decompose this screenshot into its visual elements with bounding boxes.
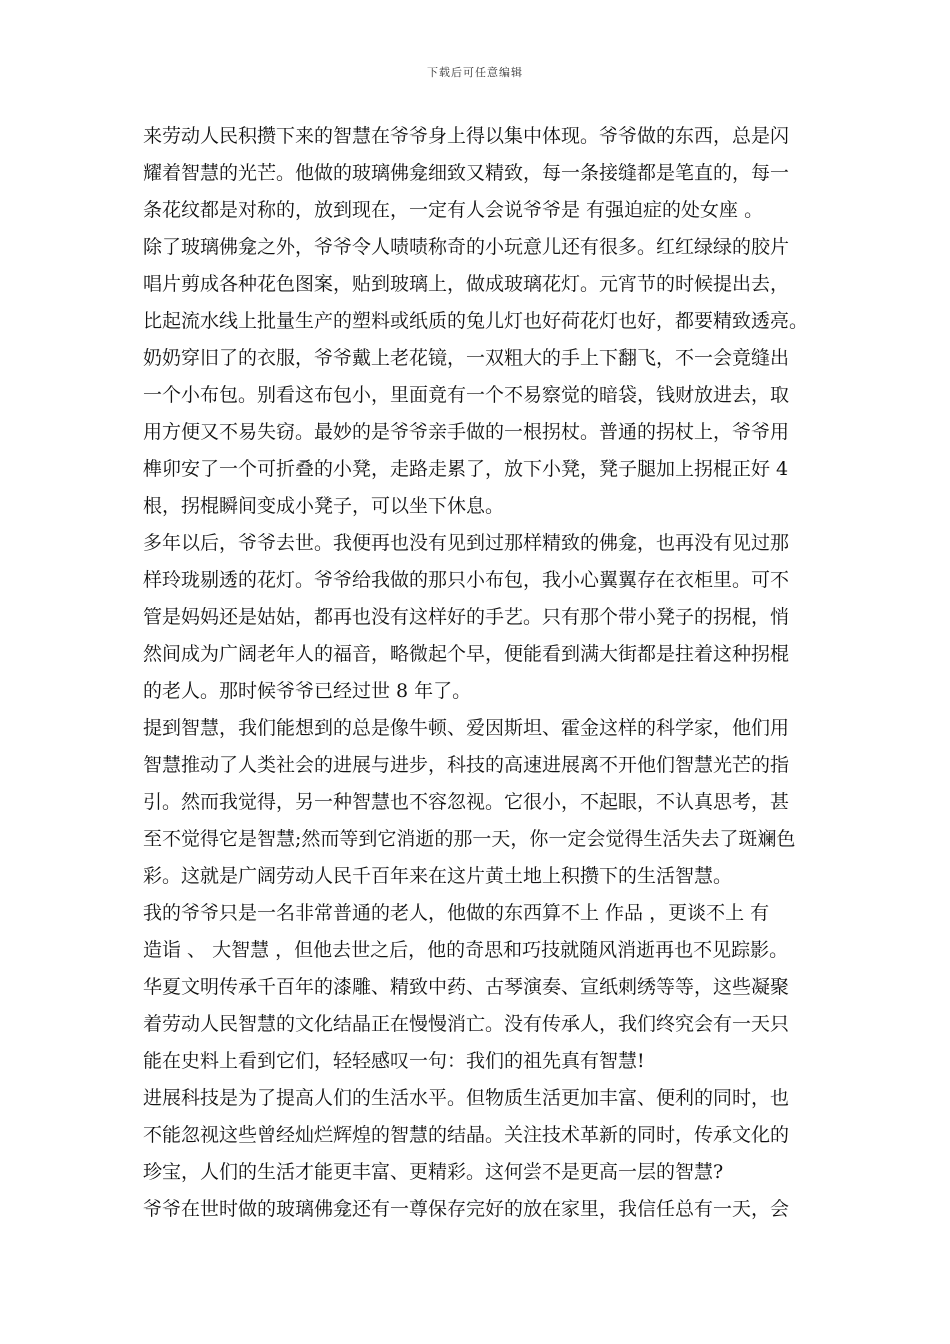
text-line: 唱片剪成各种花色图案，贴到玻璃上，做成玻璃花灯。元宵节的时候提出去， xyxy=(143,273,790,295)
text-line: 比起流水线上批量生产的塑料或纸质的兔儿灯也好荷花灯也好，都要精致透亮。 xyxy=(143,310,809,332)
text-line: 华夏文明传承千百年的漆雕、精致中药、古琴演奏、宣纸刺绣等等，这些凝聚 xyxy=(143,976,790,998)
paragraph xyxy=(143,1191,819,1228)
text-line: 爷爷在世时做的玻璃佛龛还有一尊保存完好的放在家里，我信任总有一天，会 xyxy=(143,1198,790,1220)
text-line: 能在史料上看到它们，轻轻感叹一句：我们的祖先真有智慧! xyxy=(143,1050,645,1072)
paragraph xyxy=(143,710,819,895)
text-line: 造诣 、 大智慧 ，但他去世之后，他的奇思和巧技就随风消逝再也不见踪影。 xyxy=(143,939,789,961)
text-line: 珍宝，人们的生活才能更丰富、更精彩。这何尝不是更高一层的智慧? xyxy=(143,1161,724,1183)
document-body xyxy=(143,118,819,1228)
paragraph xyxy=(143,229,819,525)
text-line: 耀着智慧的光芒。他做的玻璃佛龛细致又精致，每一条接缝都是笔直的，每一 xyxy=(143,162,790,184)
text-line: 进展科技是为了提高人们的生活水平。但物质生活更加丰富、便利的同时，也 xyxy=(143,1087,790,1109)
paragraph xyxy=(143,525,819,710)
paragraph xyxy=(143,1080,819,1191)
text-line: 智慧推动了人类社会的进展与进步，科技的高速进展离不开他们智慧光芒的指 xyxy=(143,754,790,776)
page-header: 下载后可任意编辑 xyxy=(427,66,523,79)
text-line: 奶奶穿旧了的衣服，爷爷戴上老花镜，一双粗大的手上下翻飞，不一会竟缝出 xyxy=(143,347,790,369)
text-line: 榫卯安了一个可折叠的小凳，走路走累了，放下小凳，凳子腿加上拐棍正好 4 xyxy=(143,458,789,480)
text-line: 至不觉得它是智慧;然而等到它消逝的那一天，你一定会觉得生活失去了斑斓色 xyxy=(143,828,796,850)
text-line: 来劳动人民积攒下来的智慧在爷爷身上得以集中体现。爷爷做的东西，总是闪 xyxy=(143,125,790,147)
text-line: 着劳动人民智慧的文化结晶正在慢慢消亡。没有传承人，我们终究会有一天只 xyxy=(143,1013,790,1035)
text-line: 根，拐棍瞬间变成小凳子，可以坐下休息。 xyxy=(143,495,505,517)
paragraph xyxy=(143,118,819,229)
paragraph xyxy=(143,895,819,1080)
text-line: 提到智慧，我们能想到的总是像牛顿、爱因斯坦、霍金这样的科学家，他们用 xyxy=(143,717,790,739)
text-line: 的老人。那时候爷爷已经过世 8 年了。 xyxy=(143,680,472,702)
text-line: 管是妈妈还是姑姑，都再也没有这样好的手艺。只有那个带小凳子的拐棍，悄 xyxy=(143,606,790,628)
text-line: 多年以后，爷爷去世。我便再也没有见到过那样精致的佛龛，也再没有见过那 xyxy=(143,532,790,554)
text-line: 条花纹都是对称的，放到现在，一定有人会说爷爷是 有强迫症的处女座 。 xyxy=(143,199,764,221)
text-line: 不能忽视这些曾经灿烂辉煌的智慧的结晶。关注技术革新的同时，传承文化的 xyxy=(143,1124,790,1146)
text-line: 我的爷爷只是一名非常普通的老人，他做的东西算不上 作品 ，更谈不上 有 xyxy=(143,902,770,924)
text-line: 除了玻璃佛龛之外，爷爷令人啧啧称奇的小玩意儿还有很多。红红绿绿的胶片 xyxy=(143,236,790,258)
text-line: 用方便又不易失窃。最妙的是爷爷亲手做的一根拐杖。普通的拐杖上，爷爷用 xyxy=(143,421,790,443)
text-line: 然间成为广阔老年人的福音，略微起个早，便能看到满大街都是拄着这种拐棍 xyxy=(143,643,790,665)
text-line: 样玲珑剔透的花灯。爷爷给我做的那只小布包，我小心翼翼存在衣柜里。可不 xyxy=(143,569,790,591)
text-line: 一个小布包。别看这布包小，里面竟有一个不易察觉的暗袋，钱财放进去，取 xyxy=(143,384,790,406)
text-line: 引。然而我觉得，另一种智慧也不容忽视。它很小，不起眼，不认真思考，甚 xyxy=(143,791,790,813)
text-line: 彩。这就是广阔劳动人民千百年来在这片黄土地上积攒下的生活智慧。 xyxy=(143,865,733,887)
